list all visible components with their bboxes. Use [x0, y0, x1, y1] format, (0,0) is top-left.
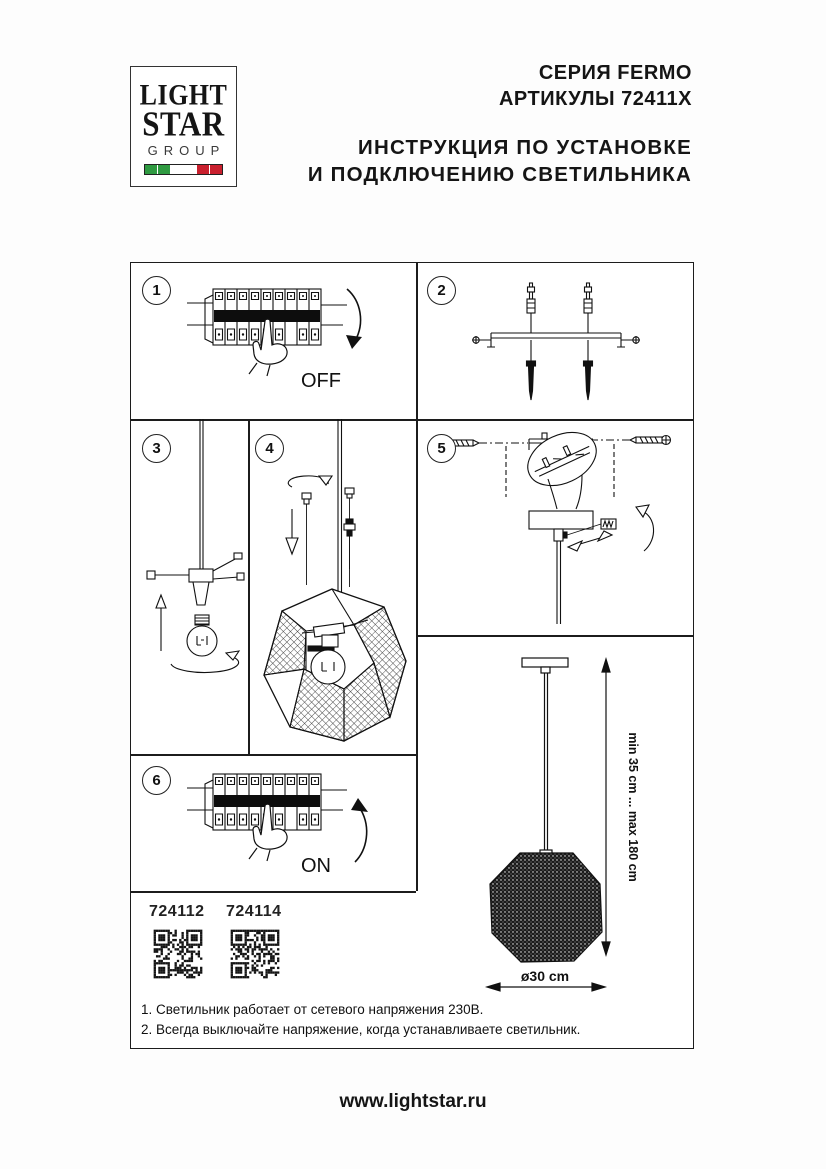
divider — [131, 891, 416, 893]
height-dimension — [602, 659, 610, 955]
diameter-label: ø30 cm — [520, 968, 570, 984]
arrow-down-icon — [286, 509, 298, 554]
long-screw — [584, 340, 593, 400]
stem-lock — [554, 529, 563, 541]
step-4-panel-shade — [248, 419, 416, 754]
anchor-screw — [584, 283, 592, 333]
qr-code-icon — [226, 925, 284, 983]
flag-white-segment — [171, 165, 183, 174]
lightstar-logo — [130, 66, 237, 187]
series-title: СЕРИЯ FERMO — [538, 62, 692, 84]
rotate-arrow-icon — [636, 505, 654, 551]
octagon-shade — [490, 853, 602, 962]
article-number: АРТИКУЛЫ 72411X — [498, 88, 692, 110]
italian-flag-bar — [144, 164, 223, 175]
note-line: 1. Светильник работает от сетевого напряжения 230В. — [141, 1002, 484, 1017]
step-6-panel-breaker-on — [131, 754, 416, 891]
stem-block — [541, 667, 550, 673]
safety-notes — [141, 1000, 686, 1039]
step-4-number: 4 — [255, 434, 284, 463]
step-5-panel-canopy — [416, 419, 693, 635]
website-url: www.lightstar.ru — [339, 1091, 487, 1112]
product-code: 724112 — [149, 903, 205, 920]
logo-word-star: STAR — [142, 103, 225, 144]
arrow-up-icon — [156, 595, 166, 651]
anchor-screw — [527, 283, 535, 333]
pendant-dimension-drawing — [416, 635, 693, 1048]
lock-screw — [563, 532, 567, 538]
mounting-bracket-drawing — [472, 283, 640, 400]
suspension-rod — [200, 419, 203, 569]
wire-connector-drawing — [147, 553, 244, 582]
faceted-shade-drawing — [264, 589, 406, 741]
off-label: OFF — [301, 370, 341, 392]
flag-green-segment — [158, 165, 170, 174]
step-2-panel-bracket — [416, 263, 693, 419]
rod — [557, 541, 561, 624]
note-line: 2. Всегда выключайте напряжение, когда устанавливаете светильник. — [141, 1021, 581, 1037]
step-3-panel-bulb — [131, 419, 248, 754]
flag-green-segment — [145, 165, 157, 174]
screw — [302, 493, 311, 585]
double-arrow-icon — [568, 531, 612, 551]
product-code: 724114 — [226, 903, 282, 920]
suspension-rod — [338, 419, 342, 597]
pendant-rod — [545, 673, 548, 850]
step-2-number: 2 — [427, 276, 456, 305]
height-range-label: min 35 cm ... max 180 cm — [626, 732, 640, 882]
rotate-arrow-icon — [288, 476, 332, 487]
instruction-title — [308, 134, 692, 188]
side-screw-left — [472, 336, 491, 344]
product-item — [226, 903, 284, 988]
step-5-number: 5 — [427, 434, 456, 463]
instruction-grid — [130, 262, 694, 1049]
screw-right — [630, 436, 671, 445]
arrow-up-icon — [351, 798, 368, 862]
step-6-number: 6 — [142, 766, 171, 795]
step-1-panel-breaker-off — [131, 263, 416, 419]
detail-callout-oval — [519, 422, 605, 496]
header-text — [308, 60, 692, 188]
logo-word-light: LIGHT — [139, 77, 228, 112]
side-screw-right — [621, 336, 640, 344]
instruction-title-line1: ИНСТРУКЦИЯ ПО УСТАНОВКЕ — [358, 136, 692, 159]
nut — [344, 519, 355, 587]
step-1-number: 1 — [142, 276, 171, 305]
on-label: ON — [301, 855, 331, 877]
lamp-socket — [193, 582, 209, 605]
canopy — [529, 511, 593, 529]
flag-white-segment — [184, 165, 196, 174]
ceiling-plate — [522, 658, 568, 667]
logo-word-group: GROUP — [147, 143, 226, 158]
long-screw — [527, 340, 536, 400]
flag-red-segment — [210, 165, 222, 174]
instruction-title-line2: И ПОДКЛЮЧЕНИЮ СВЕТИЛЬНИКА — [307, 163, 692, 186]
qr-code-icon — [149, 925, 207, 983]
arrow-down-icon — [346, 289, 362, 349]
diameter-dimension — [487, 983, 605, 991]
product-item — [149, 903, 207, 988]
flag-red-segment — [197, 165, 209, 174]
step-3-number: 3 — [142, 434, 171, 463]
product-qr-codes — [149, 903, 284, 988]
light-bulb-icon — [187, 615, 217, 656]
